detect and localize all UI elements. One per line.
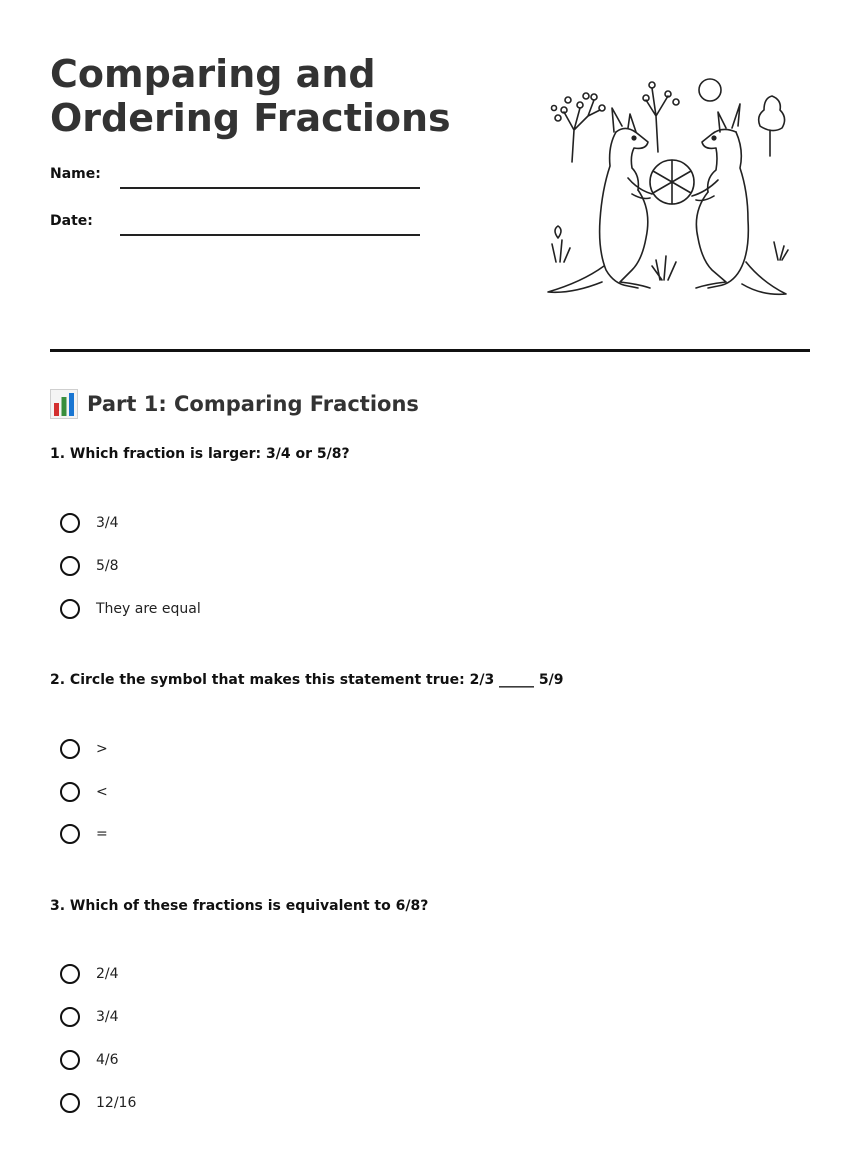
radio-button[interactable] (60, 964, 80, 984)
date-input-line[interactable] (120, 234, 420, 236)
answer-option[interactable] (60, 961, 119, 987)
grass-icon (552, 226, 788, 280)
radio-button[interactable] (60, 1007, 80, 1027)
answer-option[interactable] (60, 1004, 119, 1030)
section-heading (50, 386, 419, 422)
header-divider (50, 349, 810, 352)
option-label: > (96, 741, 108, 757)
answer-option[interactable] (60, 596, 201, 622)
question-text: 1. Which fraction is larger: 3/4 or 5/8? (50, 446, 350, 462)
fraction-wheel-icon (650, 160, 694, 204)
tree-icon (759, 96, 785, 156)
option-label: 3/4 (96, 1009, 119, 1025)
option-label: = (96, 826, 108, 842)
kangaroo-right-icon (692, 104, 786, 294)
radio-button[interactable] (60, 1050, 80, 1070)
option-label: 5/8 (96, 558, 119, 574)
radio-button[interactable] (60, 599, 80, 619)
option-label: 3/4 (96, 515, 119, 531)
option-label: 12/16 (96, 1095, 137, 1111)
radio-button[interactable] (60, 782, 80, 802)
sun-icon (699, 79, 721, 101)
question-text: 3. Which of these fractions is equivalent to 6/8? (50, 898, 429, 914)
radio-button[interactable] (60, 1093, 80, 1113)
date-label: Date: (50, 213, 93, 229)
radio-button[interactable] (60, 513, 80, 533)
kangaroos-illustration (542, 70, 792, 320)
option-label: They are equal (96, 601, 201, 617)
answer-option[interactable] (60, 510, 119, 536)
radio-button[interactable] (60, 824, 80, 844)
date-field-row (50, 211, 470, 241)
answer-option[interactable] (60, 553, 119, 579)
name-field-row (50, 164, 470, 194)
radio-button[interactable] (60, 739, 80, 759)
answer-option[interactable] (60, 1047, 119, 1073)
name-input-line[interactable] (120, 187, 420, 189)
answer-option[interactable] (60, 821, 108, 847)
radio-button[interactable] (60, 556, 80, 576)
bar-chart-icon (50, 389, 78, 419)
option-label: < (96, 784, 108, 800)
title-line-1: Comparing and (50, 52, 376, 96)
question-text: 2. Circle the symbol that makes this statement true: 2/3 _____ 5/9 (50, 672, 564, 688)
title-line-2: Ordering Fractions (50, 96, 451, 140)
section-title: Part 1: Comparing Fractions (87, 392, 419, 416)
option-label: 2/4 (96, 966, 119, 982)
answer-option[interactable] (60, 1090, 136, 1116)
option-label: 4/6 (96, 1052, 119, 1068)
worksheet-page (50, 0, 810, 1161)
kangaroo-left-icon (548, 108, 652, 292)
answer-option[interactable] (60, 779, 108, 805)
worksheet-header (50, 52, 810, 322)
name-label: Name: (50, 166, 101, 182)
answer-option[interactable] (60, 736, 108, 762)
worksheet-title (50, 52, 490, 140)
tree-icon (552, 93, 606, 162)
